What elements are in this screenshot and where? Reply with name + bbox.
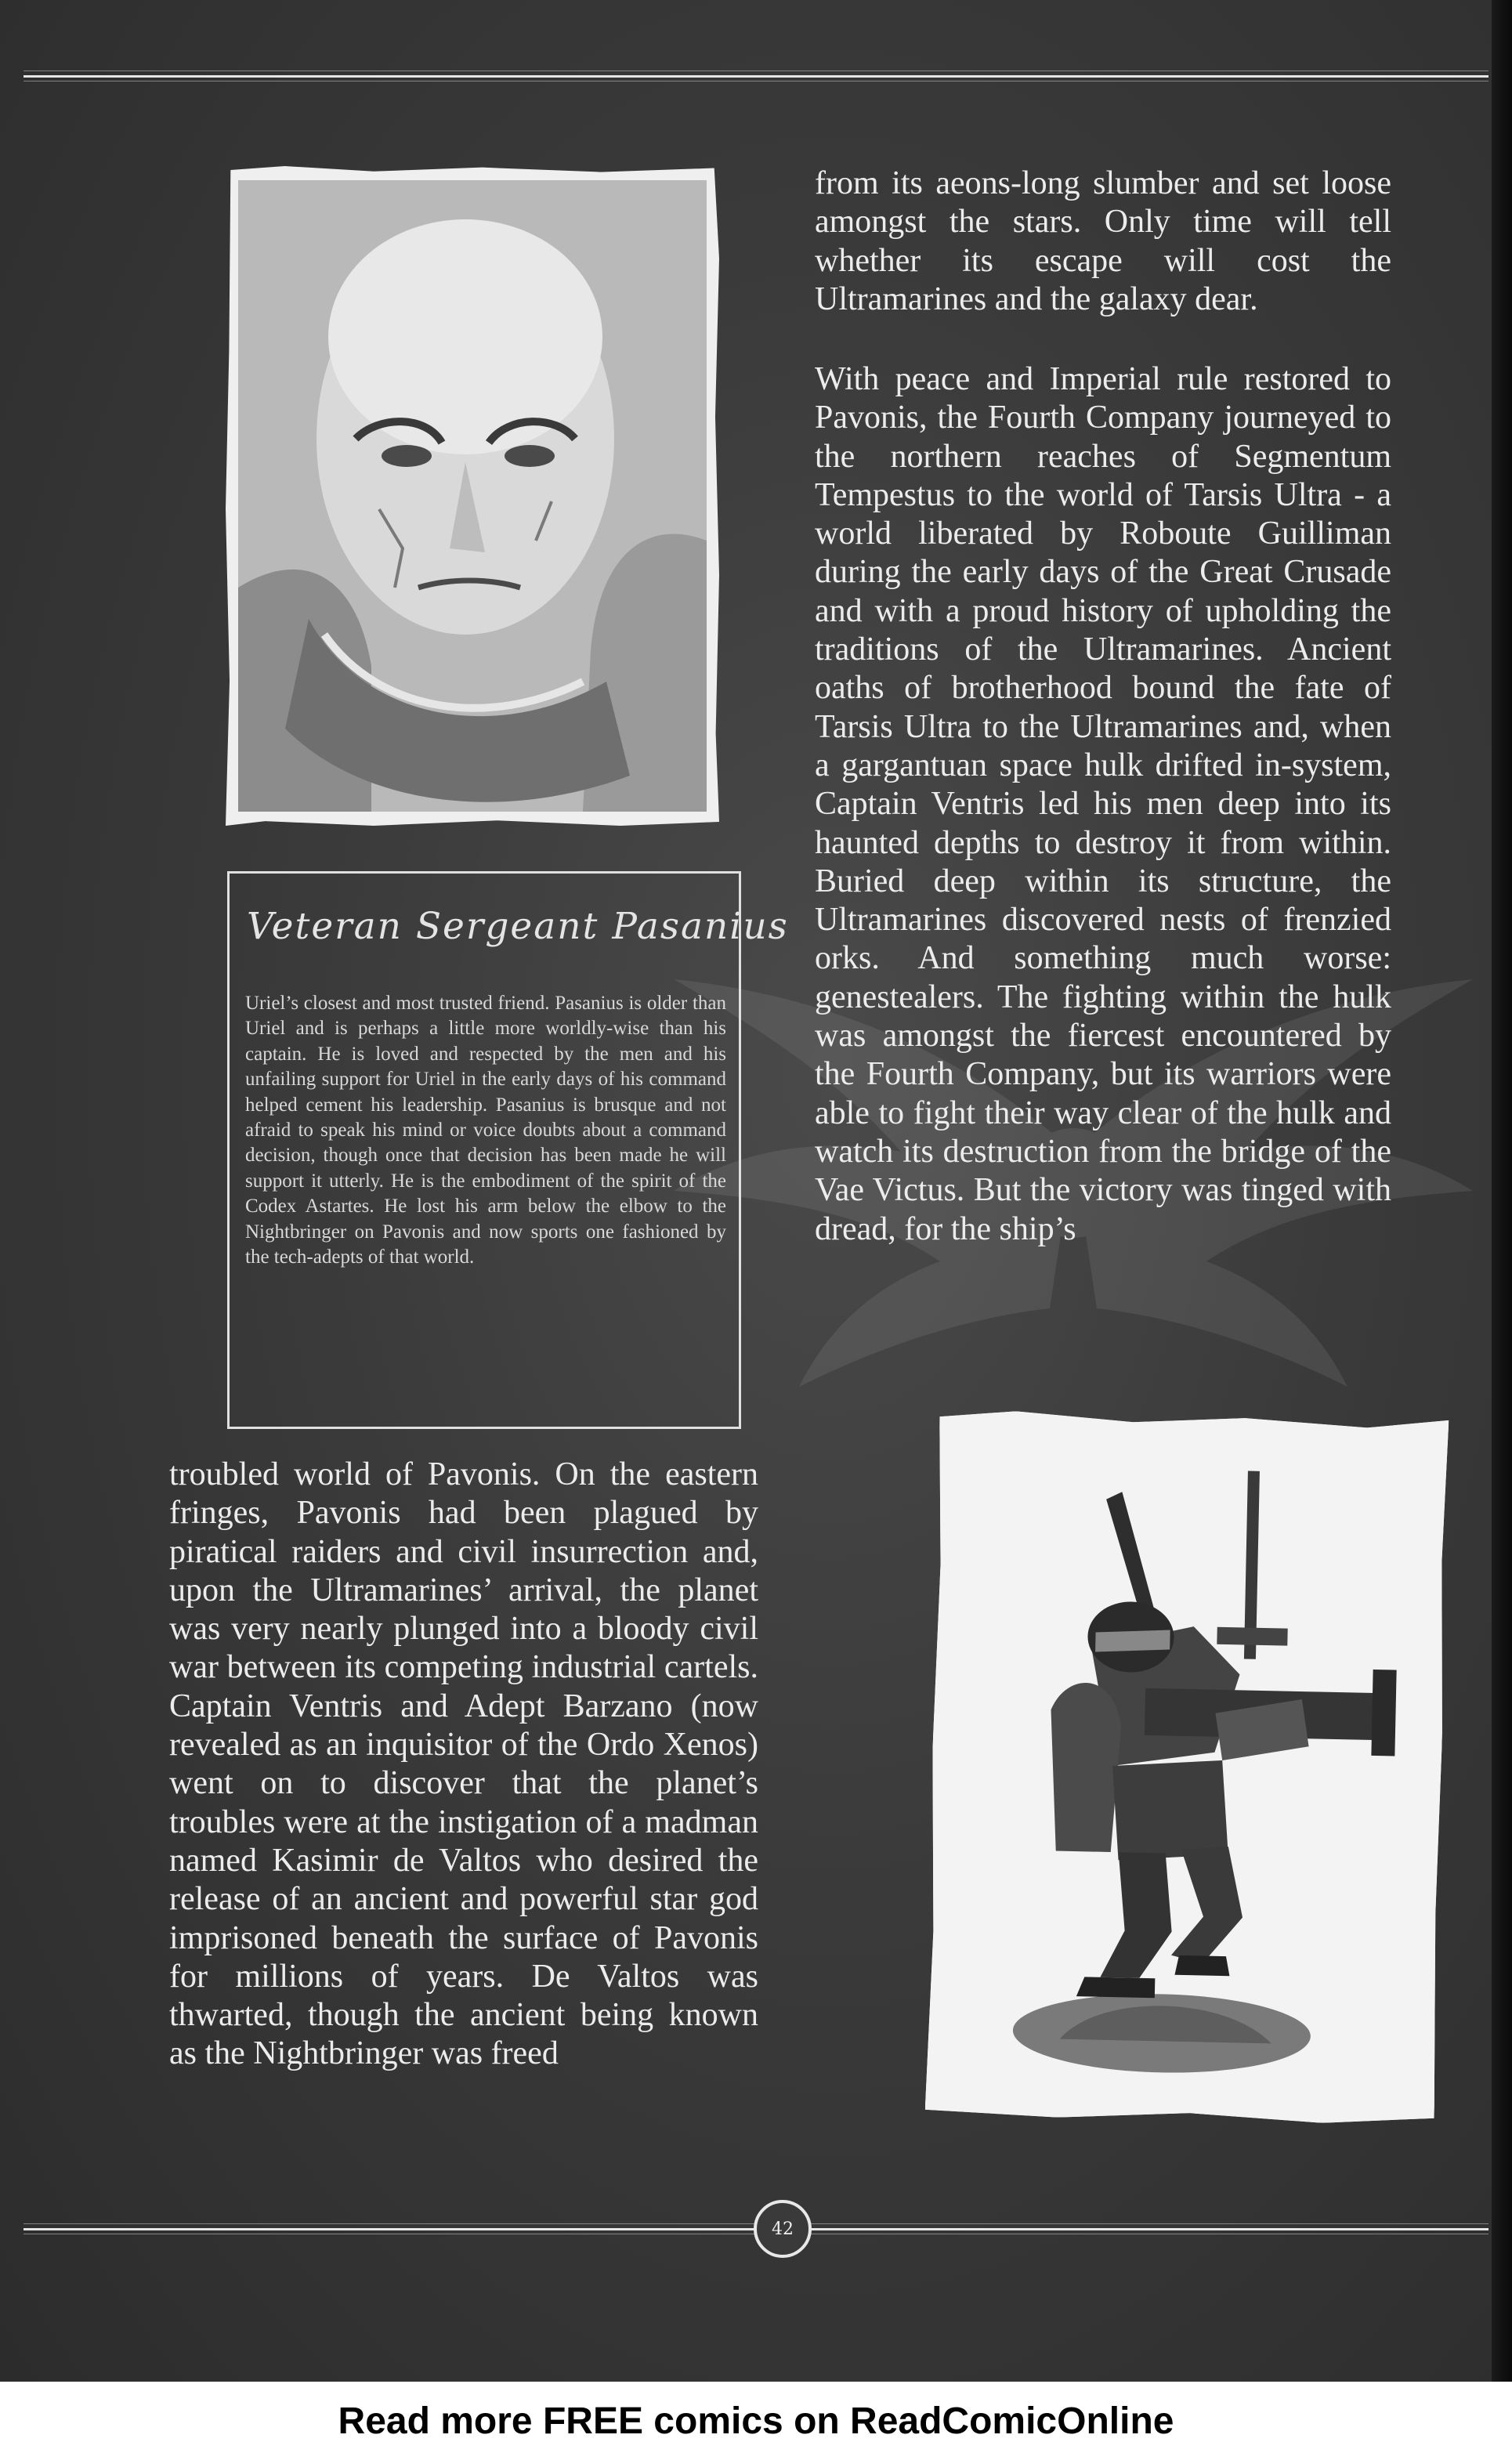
tau-battlesuit-illustration <box>925 1409 1449 2125</box>
footer-banner[interactable] <box>0 2382 1512 2460</box>
pasanius-portrait-frame <box>226 166 719 826</box>
character-sidebar-box <box>227 871 789 1429</box>
right-column-paragraph-2: With peace and Imperial rule restored to Pavonis, the Fourth Company journeyed to the northern reaches of Segmentum Tempestus to the world of Tarsis Ultra - a world liberated by Roboute Guilliman during the early days of the Great Crusade and with a proud history of upholding the traditions of the Ultramarines. Ancient oaths of brotherhood bound the fate of Tarsis Ultra to the Ultramarines and, when a gargantuan space hulk drifted in-system, Captain Ventris led his men deep into its haunted depths to destroy it from within. Buried deep within its structure, the Ultramarines discovered nests of frenzied orks. And something much worse: genestealers. The fighting within the hulk was amongst the fiercest encountered by the Fourth Company, but its warriors were able to fight their way clear of the hulk and watch its destruction from the bridge of the Vae Victus. But the victory was tinged with dread, for the ship’s <box>815 361 1391 1247</box>
pasanius-portrait-illustration <box>238 180 707 812</box>
sidebar-body-text: Uriel’s closest and most trusted friend. Pasanius is older than Uriel and is perhaps a little more worldly-wise than his captain. He is loved and respected by the men and his unfailing support for Uriel in the early days of his command helped cement his leadership. Pasanius is brusque and not afraid to speak his mind or voice doubts about a command decision, though once that decision has been made he will support it utterly. He is the embodiment of the spirit of the Codex Astartes. He lost his arm below the elbow to the Nightbringer on Pavonis and now sports one fashioned by the tech-adepts of that world. <box>245 993 726 1268</box>
footer-banner-text[interactable]: Read more FREE comics on ReadComicOnline <box>338 2400 1174 2442</box>
page-number-badge: 42 <box>754 2200 812 2258</box>
left-column-paragraph-1: troubled world of Pavonis. On the eastern fringes, Pavonis had been plagued by piratical raiders and civil insurrection and, upon the Ultramarines’ arrival, the planet was very nearly plunged into a bloody civil war between its competing industrial cartels. Captain Ventris and Adept Barzano (now revealed as an inquisitor of the Ordo Xenos) went on to discover that the planet’s troubles were at the instigation of a madman named Kasimir de Valtos who desired the release of an ancient and powerful star god imprisoned beneath the surface of Pavonis for millions of years. De Valtos was thwarted, though the ancient being known as the Nightbringer was freed <box>169 1456 758 2072</box>
sidebar-title: Veteran Sergeant Pasanius <box>247 905 789 948</box>
top-border-rule <box>24 71 1488 81</box>
right-column-paragraph-1: from its aeons-long slumber and set loose amongst the stars. Only time will tell whether its escape will cost the Ultramarines and the galaxy dear. <box>815 165 1391 317</box>
tau-battlesuit-illustration-frame <box>925 1409 1449 2125</box>
